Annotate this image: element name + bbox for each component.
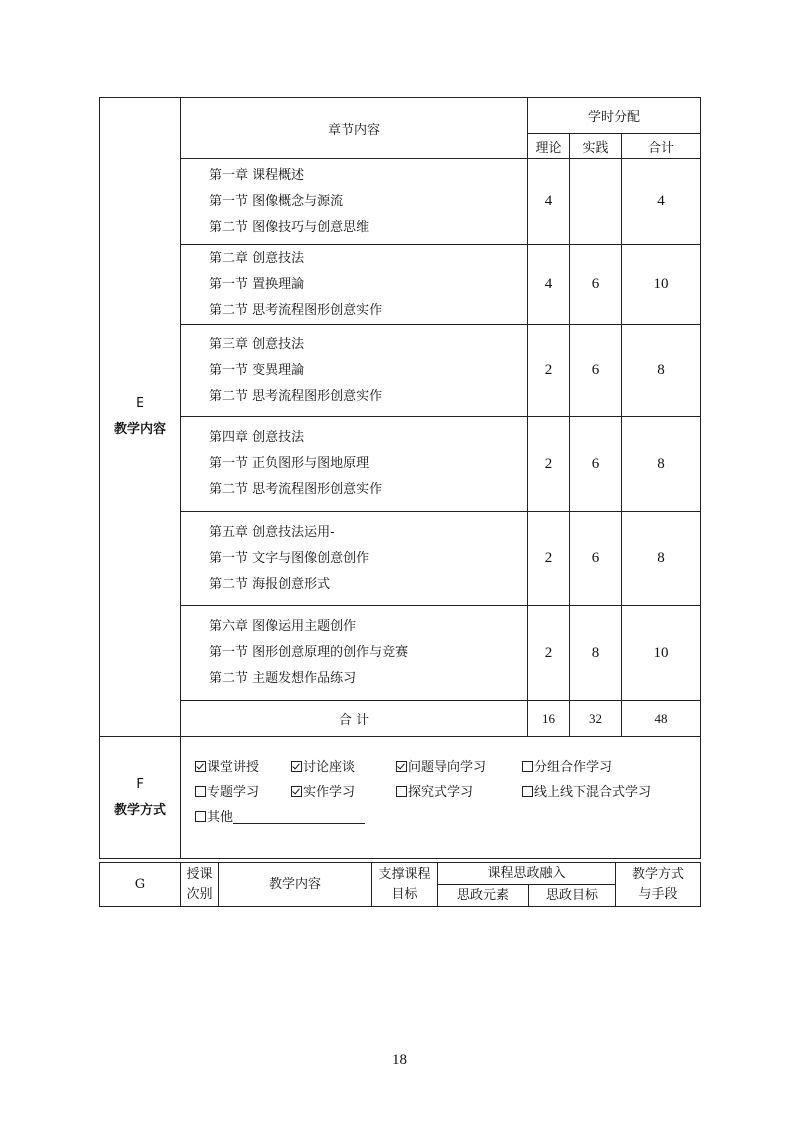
practice-hours: 6 — [570, 325, 622, 417]
total-hours: 10 — [622, 606, 701, 701]
method-option[interactable] — [195, 755, 291, 780]
practice-hours: 8 — [570, 606, 622, 701]
chapter-row — [100, 512, 701, 606]
method-row — [195, 805, 700, 830]
chapter-row — [100, 245, 701, 325]
section-title: 第一节 图像概念与源流 — [209, 193, 344, 209]
chapter-content-cell — [181, 512, 528, 606]
chapter-title: 第三章 创意技法 — [209, 336, 305, 352]
method-option[interactable] — [291, 780, 396, 805]
page-number: 18 — [392, 1052, 407, 1068]
method-option[interactable] — [396, 780, 522, 805]
section-title: 第二节 思考流程图形创意实作 — [209, 482, 383, 497]
practice-hours: 6 — [570, 417, 622, 512]
theory-hours: 2 — [528, 417, 570, 512]
section-title: 第二节 思考流程图形创意实作 — [209, 388, 383, 404]
summary-row — [100, 701, 701, 737]
checkbox-empty-icon[interactable] — [195, 786, 206, 797]
checkbox-empty-icon[interactable] — [195, 811, 206, 822]
teaching-methods-options — [181, 737, 701, 859]
theory-hours: 2 — [528, 606, 570, 701]
method-option[interactable] — [195, 780, 291, 805]
chapter-row — [100, 606, 701, 701]
chapter-title: 第二章 创意技法 — [209, 250, 305, 266]
theory-hours: 4 — [528, 245, 570, 325]
summary-label: 合 计 — [181, 701, 528, 737]
method-option-label: 专题学习 — [207, 785, 260, 800]
method-option[interactable] — [522, 780, 682, 805]
chapter-content-cell — [181, 245, 528, 325]
practice-header: 实践 — [570, 134, 622, 159]
method-option-label: 其他 — [207, 810, 234, 825]
section-title: 第一节 文字与图像创意创作 — [209, 550, 370, 566]
total-hours: 10 — [622, 245, 701, 325]
section-title: 第一节 变異理論 — [209, 362, 305, 378]
checkbox-checked-icon[interactable] — [291, 786, 302, 797]
section-g-table — [99, 862, 701, 907]
theory-hours: 2 — [528, 325, 570, 417]
section-e-label — [100, 98, 181, 737]
method-option-label: 实作学习 — [303, 785, 356, 800]
method-option-label: 分组合作学习 — [534, 760, 613, 775]
method-row — [195, 755, 700, 780]
course-content-table — [99, 97, 701, 859]
method-row — [195, 780, 700, 805]
section-e-code: E — [136, 396, 144, 411]
total-hours: 4 — [622, 159, 701, 245]
ideology-elements-header: 思政元素 — [438, 885, 529, 907]
section-g-code: G — [100, 863, 181, 907]
hours-allocation-header: 学时分配 — [528, 98, 701, 134]
checkbox-empty-icon[interactable] — [522, 786, 533, 797]
chapter-content-header: 章节内容 — [181, 98, 528, 159]
chapter-content-cell — [181, 325, 528, 417]
checkbox-checked-icon[interactable] — [291, 761, 302, 772]
section-f-title: 教学方式 — [113, 802, 166, 818]
method-option[interactable] — [522, 755, 682, 780]
chapter-title: 第一章 课程概述 — [209, 167, 305, 183]
summary-theory: 16 — [528, 701, 570, 737]
section-title: 第二节 海报创意形式 — [209, 576, 331, 592]
teaching-method-header: 教学方式 与手段 — [616, 863, 701, 907]
chapter-content-cell — [181, 606, 528, 701]
method-option-label: 讨论座谈 — [303, 760, 356, 775]
checkbox-empty-icon[interactable] — [396, 786, 407, 797]
section-f-code: F — [136, 776, 144, 792]
summary-practice: 32 — [570, 701, 622, 737]
checkbox-checked-icon[interactable] — [396, 761, 407, 772]
total-header: 合计 — [622, 134, 701, 159]
chapter-title: 第四章 创意技法 — [209, 430, 305, 445]
chapter-content-cell — [181, 159, 528, 245]
total-hours: 8 — [622, 417, 701, 512]
chapter-content-cell — [181, 417, 528, 512]
practice-hours: 6 — [570, 512, 622, 606]
chapter-row — [100, 159, 701, 245]
total-hours: 8 — [622, 512, 701, 606]
method-option-label: 线上线下混合式学习 — [534, 785, 652, 800]
section-title: 第一节 图形创意原理的创作与竞赛 — [209, 645, 409, 660]
section-f-row — [100, 737, 701, 859]
method-option-label: 探究式学习 — [408, 785, 474, 800]
ideology-goals-header: 思政目标 — [529, 885, 616, 907]
checkbox-checked-icon[interactable] — [195, 761, 206, 772]
chapter-row — [100, 417, 701, 512]
summary-total: 48 — [622, 701, 701, 737]
section-title: 第一节 正负图形与图地原理 — [209, 456, 370, 471]
section-title: 第二节 思考流程图形创意实作 — [209, 302, 383, 318]
method-option[interactable] — [396, 755, 522, 780]
section-title: 第二节 图像技巧与创意思维 — [209, 219, 370, 235]
chapter-title: 第五章 创意技法运用- — [209, 524, 335, 540]
theory-hours: 2 — [528, 512, 570, 606]
practice-hours: 6 — [570, 245, 622, 325]
section-title: 第一节 置换理論 — [209, 276, 305, 292]
chapter-row — [100, 325, 701, 417]
session-number-header: 授课 次别 — [181, 863, 219, 907]
practice-hours — [570, 159, 622, 245]
other-blank-line[interactable] — [233, 809, 365, 824]
teaching-content-header: 教学内容 — [219, 863, 372, 907]
checkbox-empty-icon[interactable] — [522, 761, 533, 772]
section-title: 第二节 主题发想作品练习 — [209, 671, 357, 686]
section-e-title: 教学内容 — [113, 422, 166, 437]
total-hours: 8 — [622, 325, 701, 417]
ideology-integration-header: 课程思政融入 — [438, 863, 616, 885]
method-option[interactable] — [291, 755, 396, 780]
method-option[interactable] — [195, 805, 365, 830]
method-option-label: 课堂讲授 — [207, 760, 260, 775]
method-option-label: 问题导向学习 — [408, 760, 487, 775]
section-f-label — [100, 737, 181, 859]
theory-header: 理论 — [528, 134, 570, 159]
chapter-title: 第六章 图像运用主题创作 — [209, 619, 357, 634]
course-objective-header: 支撑课程 目标 — [372, 863, 438, 907]
theory-hours: 4 — [528, 159, 570, 245]
